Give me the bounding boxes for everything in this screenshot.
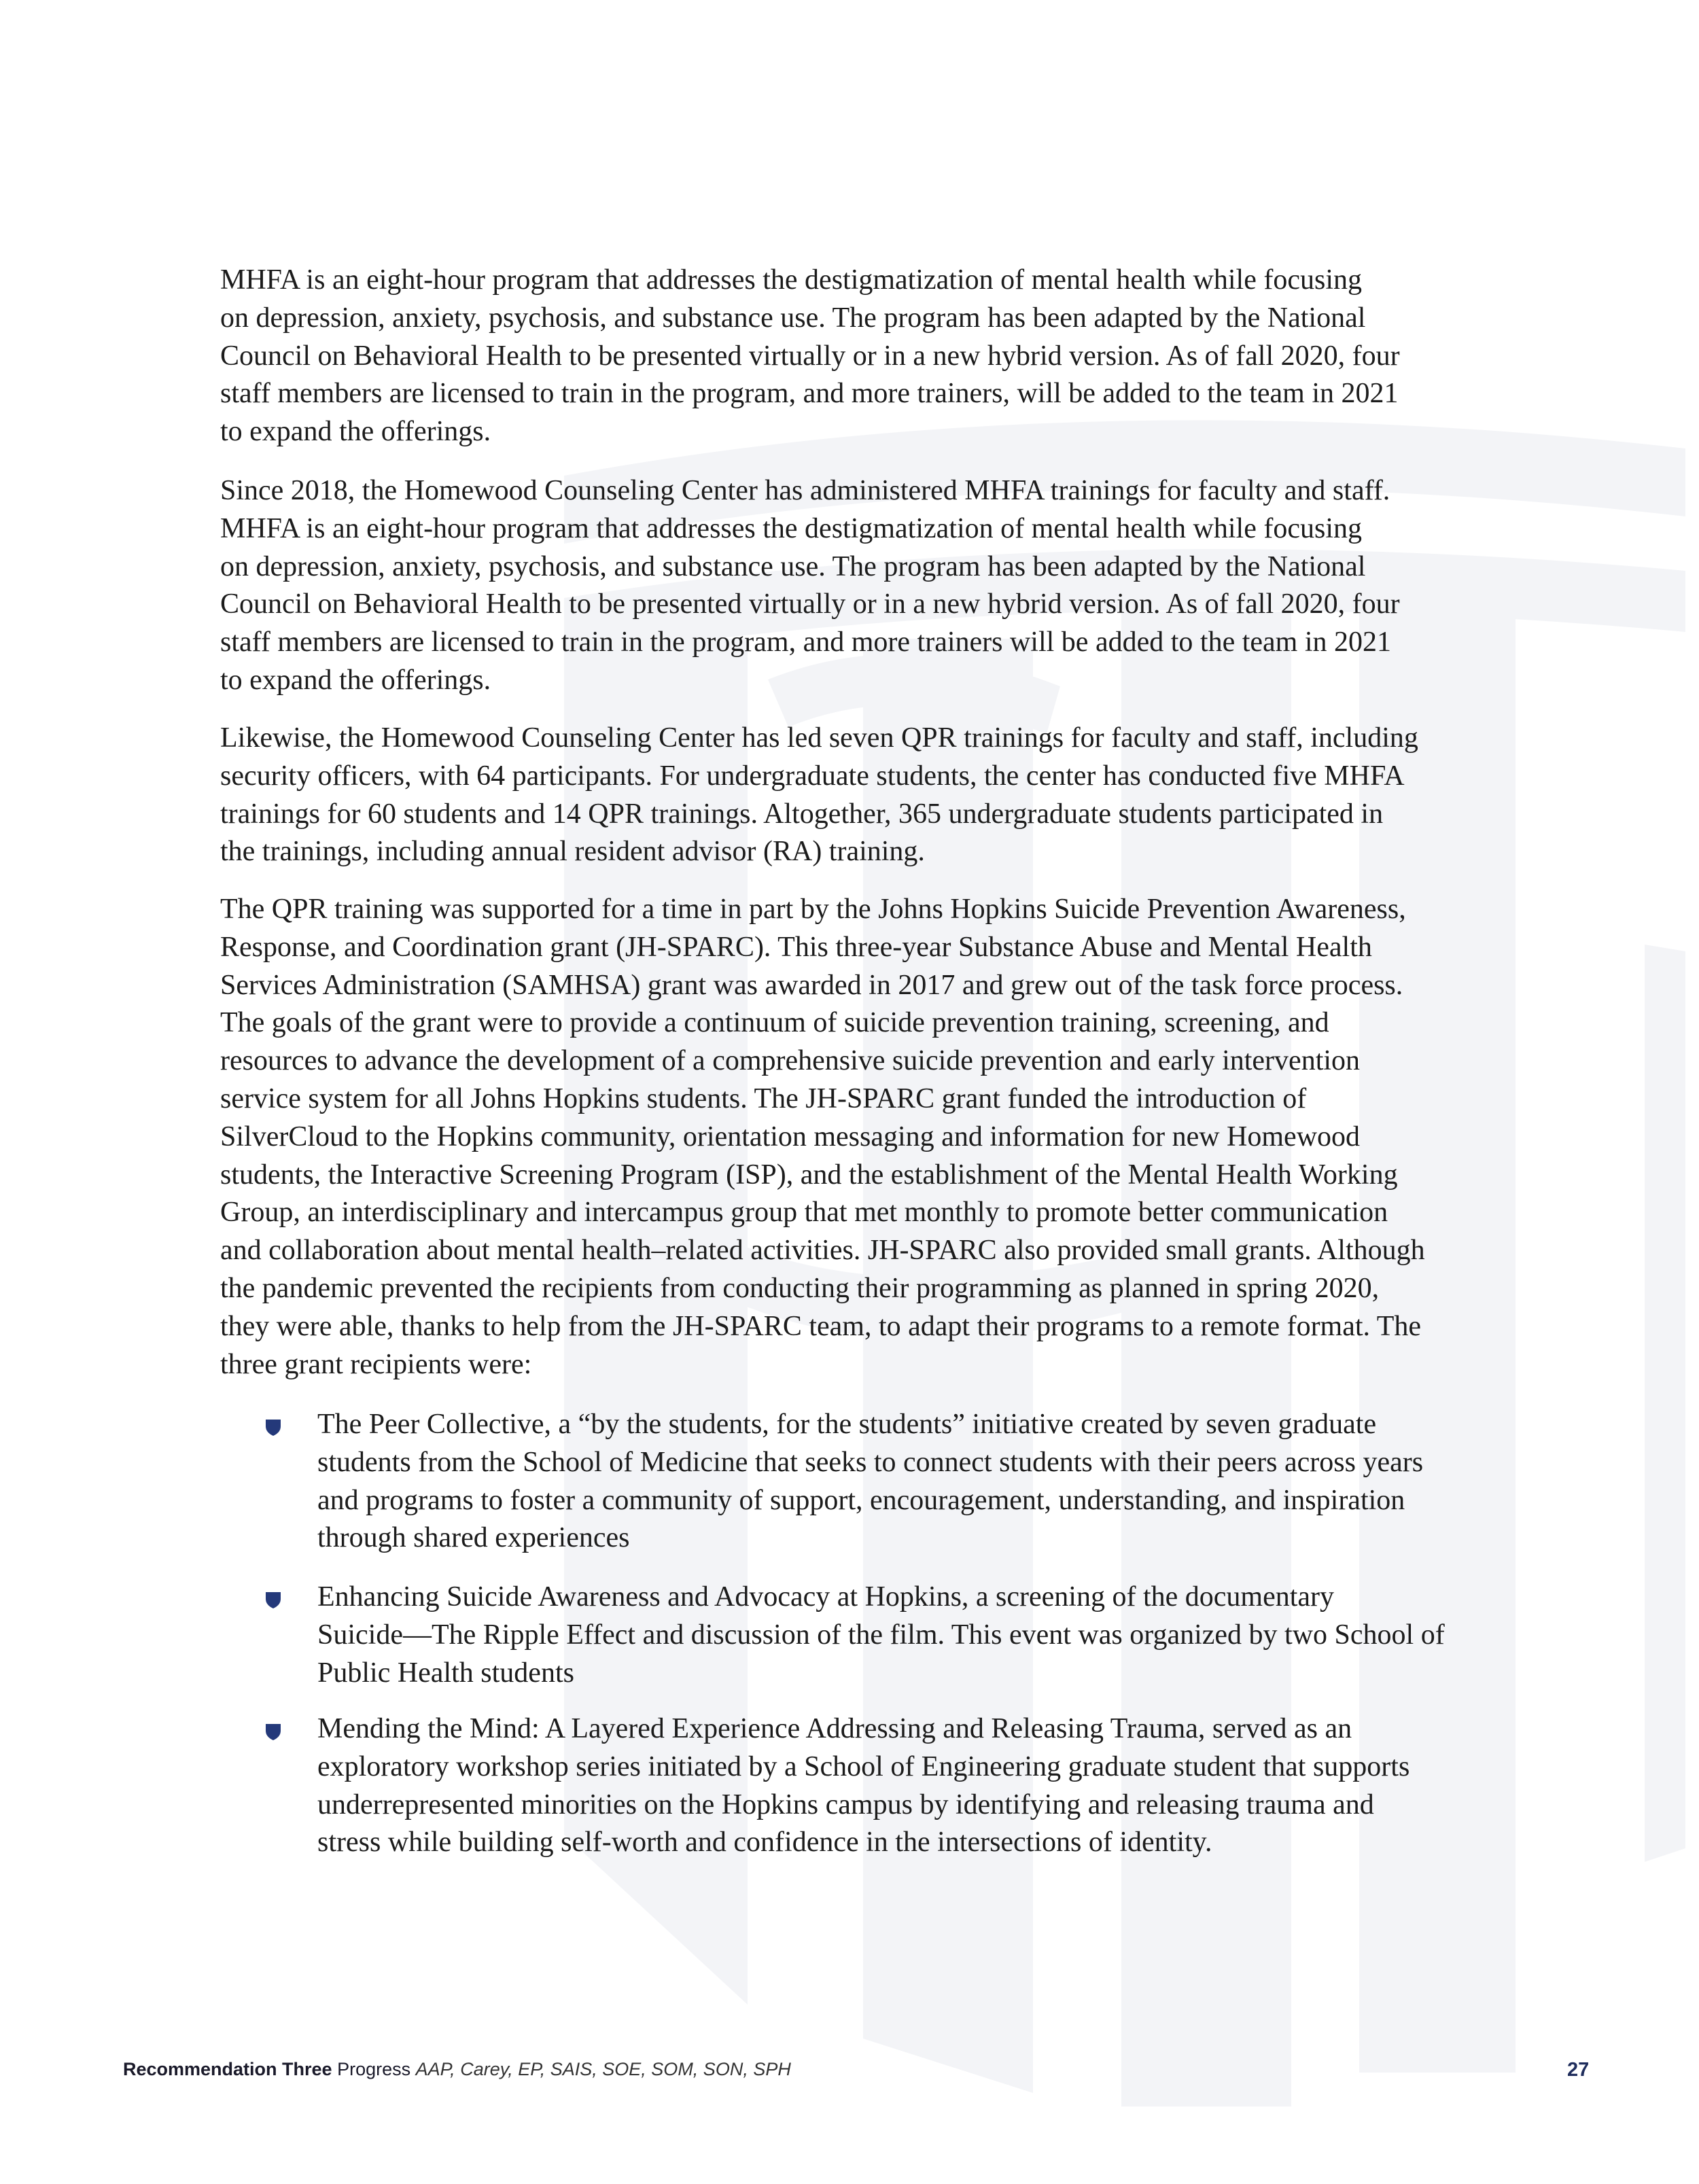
text-line: Services Administration (SAMHSA) grant was awarded in 2017 and grew out of the task force process. <box>220 969 1403 1001</box>
text-line: Enhancing Suicide Awareness and Advocacy at Hopkins, a screening of the documentary <box>317 1581 1335 1613</box>
text-line: staff members are licensed to train in the program, and more trainers, will be added to the team in 2021 <box>220 378 1399 410</box>
shield-bullet-icon <box>266 1592 281 1608</box>
text-line: and collaboration about mental health–related activities. JH-SPARC also provided small grants. Although <box>220 1235 1425 1267</box>
text-line: on depression, anxiety, psychosis, and substance use. The program has been adapted by the National <box>220 550 1366 582</box>
text-line: MHFA is an eight-hour program that addresses the destigmatization of mental health while focusing <box>220 512 1362 544</box>
text-line: stress while building self-worth and confidence in the intersections of identity. <box>317 1827 1212 1859</box>
text-line: they were able, thanks to help from the JH-SPARC team, to adapt their programs to a remote format. The <box>220 1310 1422 1342</box>
text-line: resources to advance the development of a comprehensive suicide prevention and early intervention <box>220 1045 1361 1077</box>
footer-schools: AAP, Carey, EP, SAIS, SOE, SOM, SON, SPH <box>415 2059 791 2079</box>
text-line: security officers, with 64 participants. For undergraduate students, the center has conducted five MHFA <box>220 760 1405 792</box>
text-line: Group, an interdisciplinary and intercampus group that met monthly to promote better communication <box>220 1197 1388 1229</box>
text-line: Suicide—The Ripple Effect and discussion of the film. This event was organized by two School of <box>317 1619 1445 1651</box>
text-line: The QPR training was supported for a time in part by the Johns Hopkins Suicide Prevention Awareness, <box>220 894 1406 925</box>
text-line: students from the School of Medicine that seeks to connect students with their peers across years <box>317 1446 1424 1478</box>
text-line: Mending the Mind: A Layered Experience Addressing and Releasing Trauma, served as an <box>317 1713 1352 1744</box>
text-line: underrepresented minorities on the Hopkins campus by identifying and releasing trauma and <box>317 1789 1374 1820</box>
text-line: Likewise, the Homewood Counseling Center has led seven QPR trainings for faculty and staff, including <box>220 722 1418 754</box>
text-line: and programs to foster a community of support, encouragement, understanding, and inspiration <box>317 1484 1405 1516</box>
text-line: to expand the offerings. <box>220 416 491 448</box>
text-line: The Peer Collective, a “by the students, for the students” initiative created by seven graduate <box>317 1409 1377 1440</box>
text-line: Council on Behavioral Health to be presented virtually or in a new hybrid version. As of fall 2020, four <box>220 340 1400 372</box>
text-line: three grant recipients were: <box>220 1348 532 1380</box>
footer <box>123 2059 791 2080</box>
paragraph <box>220 891 1425 1384</box>
text-line: The goals of the grant were to provide a continuum of suicide prevention training, screening, and <box>220 1007 1329 1039</box>
text-line: service system for all Johns Hopkins students. The JH-SPARC grant funded the introduction of <box>220 1082 1307 1114</box>
paragraph <box>220 472 1400 700</box>
text-line: exploratory workshop series initiated by a School of Engineering graduate student that supports <box>317 1750 1410 1782</box>
paragraph <box>220 262 1400 451</box>
text-line: Since 2018, the Homewood Counseling Center has administered MHFA trainings for faculty and staff. <box>220 475 1390 506</box>
paragraph <box>220 720 1418 871</box>
page-number: 27 <box>1567 2059 1590 2081</box>
text-line: students, the Interactive Screening Program (ISP), and the establishment of the Mental Health Working <box>220 1159 1398 1191</box>
text-line: trainings for 60 students and 14 QPR trainings. Altogether, 365 undergraduate students participated in <box>220 798 1384 830</box>
shield-bullet-icon <box>266 1724 281 1740</box>
text-line: through shared experiences <box>317 1522 630 1554</box>
text-line: Response, and Coordination grant (JH-SPARC). This three-year Substance Abuse and Mental Health <box>220 931 1372 963</box>
shield-bullet-icon <box>266 1420 281 1436</box>
text-line: MHFA is an eight-hour program that addresses the destigmatization of mental health while focusing <box>220 264 1362 296</box>
bullet-item <box>317 1406 1423 1557</box>
text-line: SilverCloud to the Hopkins community, orientation messaging and information for new Homewood <box>220 1121 1361 1152</box>
bullet-item <box>317 1579 1445 1692</box>
footer-section: Recommendation Three <box>123 2059 332 2079</box>
text-line: the trainings, including annual resident advisor (RA) training. <box>220 836 925 868</box>
text-line: on depression, anxiety, psychosis, and substance use. The program has been adapted by the National <box>220 302 1366 334</box>
text-line: to expand the offerings. <box>220 664 491 696</box>
text-line: Council on Behavioral Health to be presented virtually or in a new hybrid version. As of fall 2020, four <box>220 588 1400 620</box>
text-line: the pandemic prevented the recipients from conducting their programming as planned in spring 2020, <box>220 1272 1380 1304</box>
bullet-item <box>317 1710 1409 1862</box>
footer-progress: Progress <box>337 2059 411 2079</box>
text-line: staff members are licensed to train in the program, and more trainers will be added to the team in 2021 <box>220 627 1392 658</box>
text-line: Public Health students <box>317 1657 574 1689</box>
